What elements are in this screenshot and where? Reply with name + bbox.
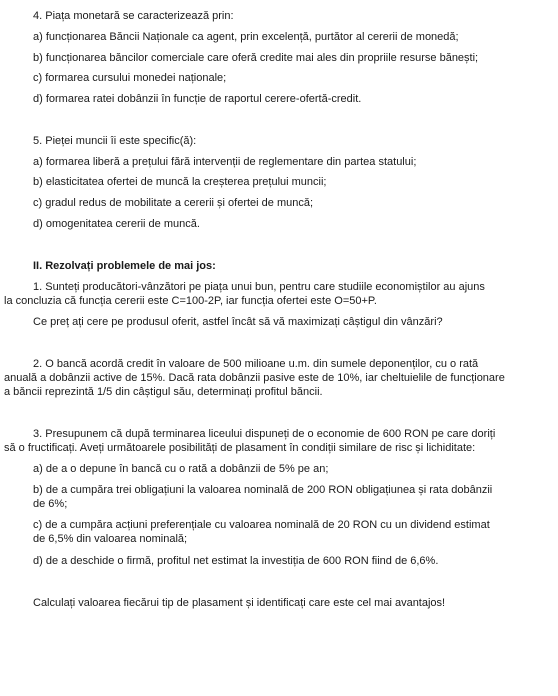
problem3-line1: 3. Presupunem că după terminarea liceului dispuneți de o economie de 600 RON pe care doriți (33, 428, 496, 440)
problem1-line2: la concluzia că funcția cererii este C=100-2P, iar funcția ofertei este O=50+P. (4, 295, 377, 307)
problem2-line2: anuală a dobânzii active de 15%. Dacă rata dobânzii pasive este de 10%, iar cheltuielile de funcționare (4, 372, 505, 384)
q5-option-c: c) gradul redus de mobilitate a cererii și ofertei de muncă; (33, 197, 314, 209)
problem3-closing: Calculați valoarea fiecărui tip de plasament și identificați care este cel mai avantajos! (33, 597, 446, 609)
problem3-line2: să o fructificați. Aveți următoarele posibilități de plasament în condiții similare de risc și lichiditate: (4, 442, 476, 454)
section-heading: II. Rezolvați problemele de mai jos: (33, 260, 216, 272)
problem3-option-c-line1: c) de a cumpăra acțiuni preferențiale cu valoarea nominală de 20 RON cu un dividend estimat (33, 519, 490, 531)
q5-option-b: b) elasticitatea ofertei de muncă la creșterea prețului muncii; (33, 176, 327, 188)
problem3-option-d: d) de a deschide o firmă, profitul net estimat la investiția de 600 RON fiind de 6,6%. (33, 555, 439, 567)
problem2-line3: a băncii reprezintă 1/5 din câștigul său, determinați profitul băncii. (4, 386, 323, 398)
problem2-line1: 2. O bancă acordă credit în valoare de 500 milioane u.m. din sumele deponenților, cu o rată (33, 358, 479, 370)
q5-option-a: a) formarea liberă a prețului fără intervenții de reglementare din partea statului; (33, 156, 417, 168)
problem1-line1: 1. Sunteți producători-vânzători pe piața unui bun, pentru care studiile economiștilor au ajuns (33, 281, 485, 293)
q4-title: 4. Piața monetară se caracterizează prin: (33, 10, 234, 22)
problem3-option-b-line2: de 6%; (33, 498, 68, 510)
q5-option-d: d) omogenitatea cererii de muncă. (33, 218, 200, 230)
q5-title: 5. Pieței muncii îi este specific(ă): (33, 135, 197, 147)
problem3-option-a: a) de a o depune în bancă cu o rată a dobânzii de 5% pe an; (33, 463, 329, 475)
problem3-option-b-line1: b) de a cumpăra trei obligațiuni la valoarea nominală de 200 RON obligațiunea și rata dobânzii (33, 484, 493, 496)
problem1-question: Ce preț ați cere pe produsul oferit, astfel încât să vă maximizați câștigul din vânzări? (33, 316, 443, 328)
q4-option-c: c) formarea cursului monedei naționale; (33, 72, 227, 84)
q4-option-a: a) funcționarea Băncii Naționale ca agent, prin excelență, purtător al cererii de monedă; (33, 31, 459, 43)
q4-option-b: b) funcționarea băncilor comerciale care oferă credite mai ales din propriile resurse bănești; (33, 52, 479, 64)
problem3-option-c-line2: de 6,5% din valoarea nominală; (33, 533, 188, 545)
q4-option-d: d) formarea ratei dobânzii în funcție de raportul cerere-ofertă-credit. (33, 93, 362, 105)
